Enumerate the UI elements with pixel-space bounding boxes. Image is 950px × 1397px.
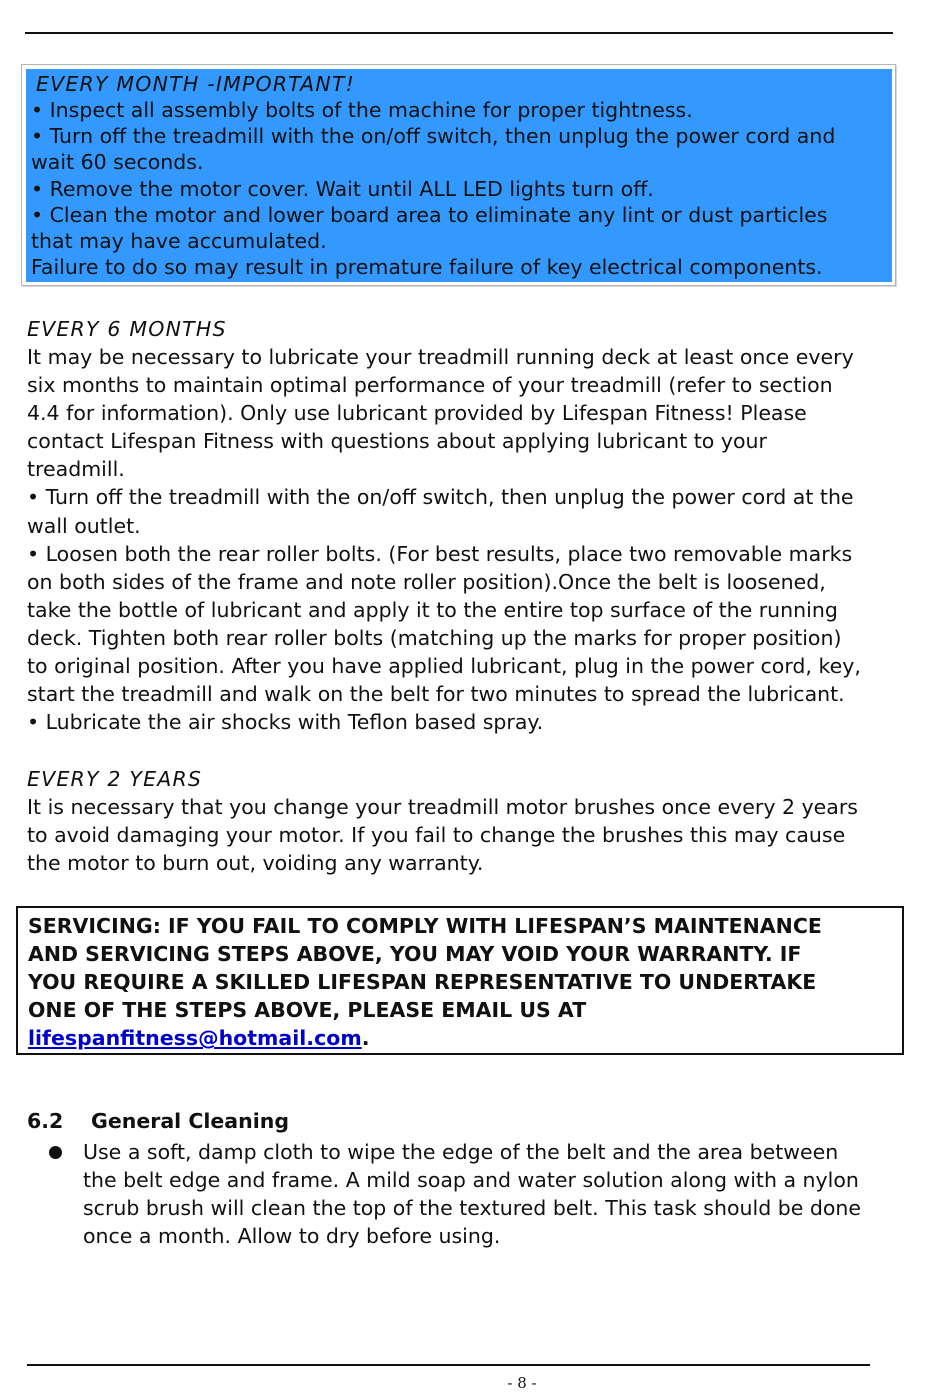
paragraph-line: 4.4 for information). Only use lubricant provided by Lifespan Fitness! Please xyxy=(27,401,807,426)
section-number: 6.2 xyxy=(27,1109,64,1133)
paragraph-line: start the treadmill and walk on the belt for two minutes to spread the lubricant. xyxy=(27,682,845,707)
paragraph-line: on both sides of the frame and note roller position).Once the belt is loosened, xyxy=(27,569,826,594)
paragraph-line: It is necessary that you change your treadmill motor brushes once every 2 years xyxy=(27,795,858,819)
monthly-heading: EVERY MONTH -IMPORTANT! xyxy=(36,72,356,96)
monthly-line: • Remove the motor cover. Wait until ALL LED lights turn off. xyxy=(31,177,654,201)
paragraph-line: treadmill. xyxy=(27,457,125,482)
warning-line: YOU REQUIRE A SKILLED LIFESPAN REPRESENTATIVE TO UNDERTAKE xyxy=(28,970,817,995)
two-years-heading: EVERY 2 YEARS xyxy=(27,767,203,791)
monthly-line: • Inspect all assembly bolts of the machine for proper tightness. xyxy=(31,98,693,122)
paragraph-line: once a month. Allow to dry before using. xyxy=(83,1224,501,1248)
paragraph-line: to original position. After you have applied lubricant, plug in the power cord, key, xyxy=(27,654,861,679)
page-number: - 8 - xyxy=(507,1374,537,1392)
cleaning-bullet-text xyxy=(83,1138,861,1250)
paragraph-line: contact Lifespan Fitness with questions about applying lubricant to your xyxy=(27,429,767,454)
paragraph-line: scrub brush will clean the top of the textured belt. This task should be done xyxy=(83,1196,862,1220)
monthly-highlight xyxy=(26,69,892,282)
monthly-line: wait 60 seconds. xyxy=(31,150,204,174)
servicing-warning-box xyxy=(16,906,904,1055)
monthly-maintenance-box xyxy=(21,64,896,286)
email-period: . xyxy=(361,1026,370,1051)
email-line xyxy=(28,1024,822,1052)
warning-line: AND SERVICING STEPS ABOVE, YOU MAY VOID YOUR WARRANTY. IF xyxy=(28,942,802,967)
email-link[interactable]: lifespanfitness@hotmail.com xyxy=(28,1026,362,1051)
paragraph-line: wall outlet. xyxy=(27,513,141,538)
monthly-line: Failure to do so may result in premature failure of key electrical components. xyxy=(31,255,823,279)
warning-line: SERVICING: IF YOU FAIL TO COMPLY WITH LIFESPAN’S MAINTENANCE xyxy=(28,914,822,938)
six-months-heading: EVERY 6 MONTHS xyxy=(27,317,227,341)
footer-rule xyxy=(27,1364,870,1366)
section-heading-general-cleaning xyxy=(27,1109,289,1133)
paragraph-line: • Turn off the treadmill with the on/off switch, then unplug the power cord at the xyxy=(27,485,854,510)
paragraph-line: the motor to burn out, voiding any warranty. xyxy=(27,851,484,876)
servicing-warning-text xyxy=(28,912,822,1052)
two-years-body xyxy=(27,793,907,877)
paragraph-line: • Lubricate the air shocks with Teflon based spray. xyxy=(27,710,544,735)
six-months-body xyxy=(27,343,907,736)
bullet-icon xyxy=(49,1146,62,1159)
paragraph-line: deck. Tighten both rear roller bolts (matching up the marks for proper position) xyxy=(27,625,842,650)
paragraph-line: take the bottle of lubricant and apply it to the entire top surface of the running xyxy=(27,597,838,622)
paragraph-line: the belt edge and frame. A mild soap and water solution along with a nylon xyxy=(83,1168,859,1192)
section-title: General Cleaning xyxy=(91,1109,290,1133)
monthly-line: that may have accumulated. xyxy=(31,229,327,253)
paragraph-line: six months to maintain optimal performance of your treadmill (refer to section xyxy=(27,373,833,398)
paragraph-line: to avoid damaging your motor. If you fail to change the brushes this may cause xyxy=(27,823,846,848)
header-rule xyxy=(25,32,893,34)
paragraph-line: • Loosen both the rear roller bolts. (For best results, place two removable marks xyxy=(27,541,853,566)
monthly-line: • Clean the motor and lower board area to eliminate any lint or dust particles xyxy=(31,203,828,227)
paragraph-line: Use a soft, damp cloth to wipe the edge of the belt and the area between xyxy=(83,1140,839,1164)
warning-line: ONE OF THE STEPS ABOVE, PLEASE EMAIL US AT xyxy=(28,998,587,1023)
paragraph-line: It may be necessary to lubricate your treadmill running deck at least once every xyxy=(27,345,854,369)
monthly-line: • Turn off the treadmill with the on/off switch, then unplug the power cord and xyxy=(31,124,836,148)
